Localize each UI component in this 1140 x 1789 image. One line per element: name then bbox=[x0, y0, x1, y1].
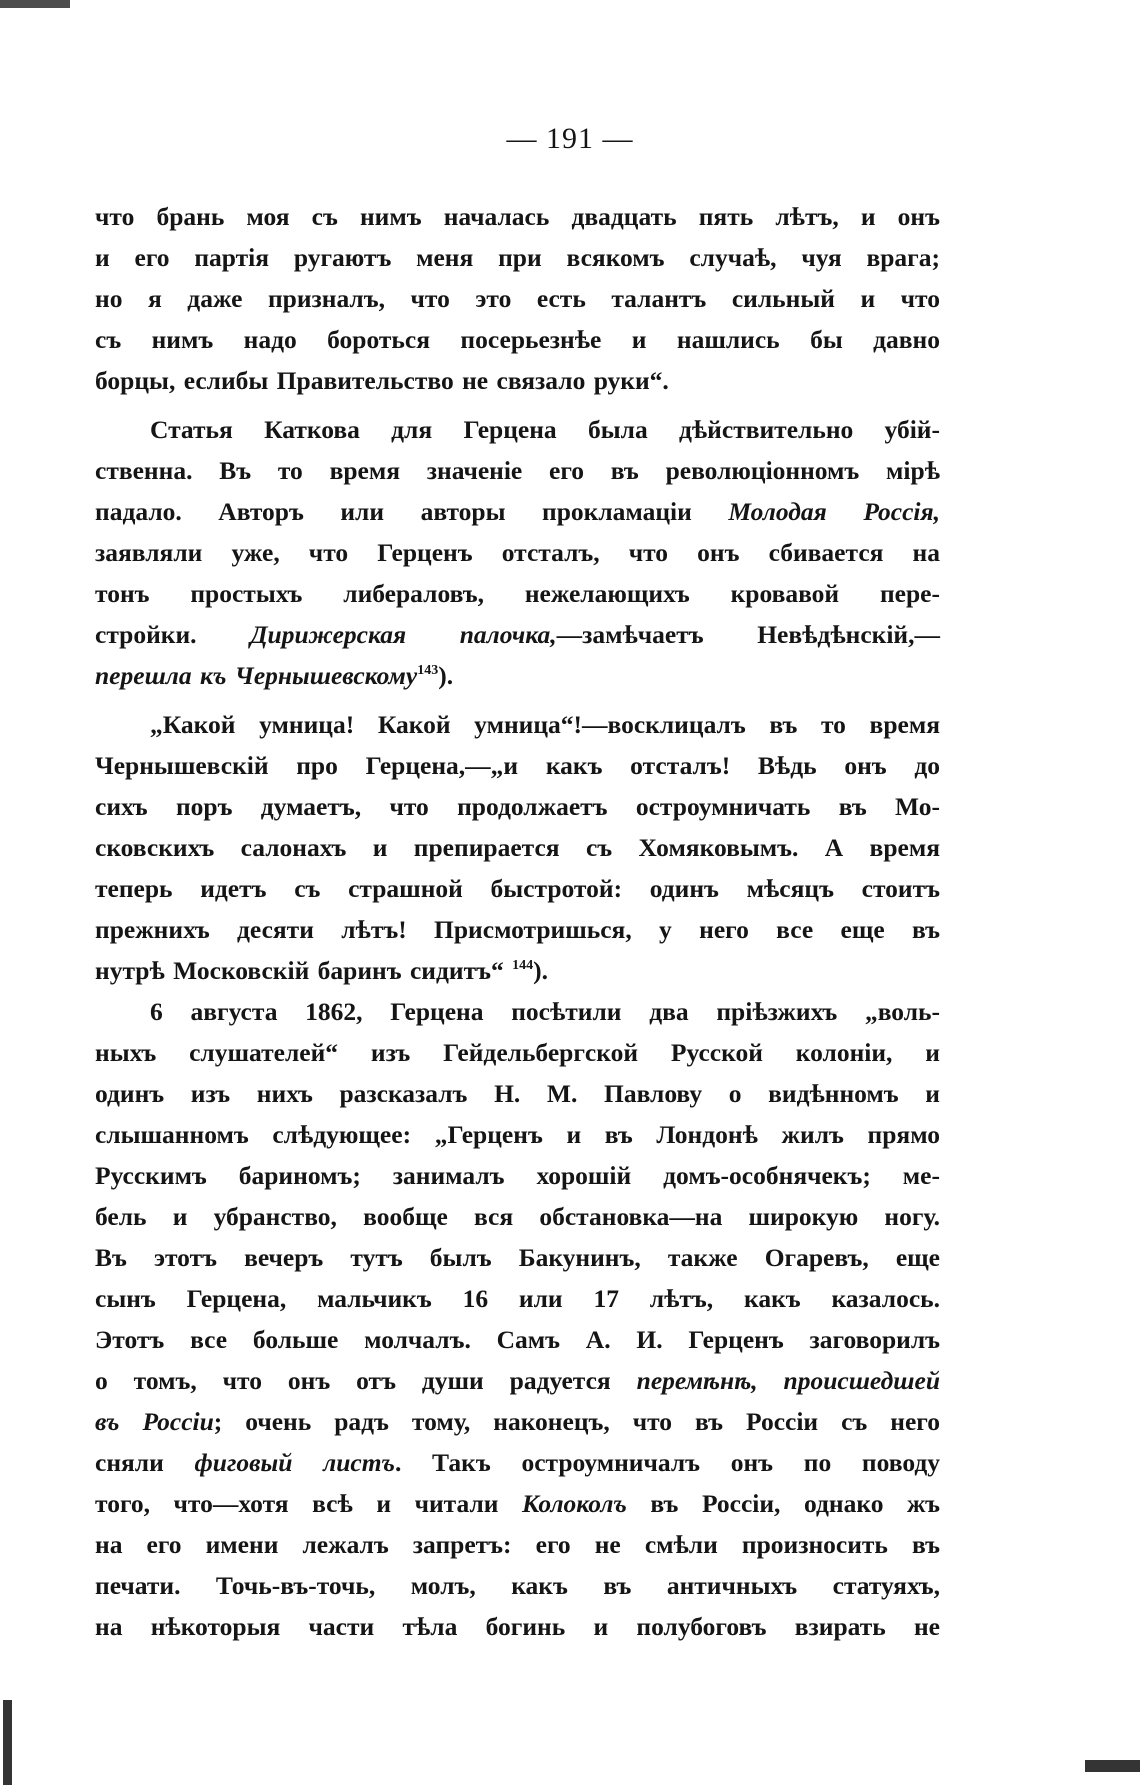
text-line bbox=[95, 532, 940, 573]
text-line bbox=[95, 450, 940, 491]
text-line bbox=[95, 237, 940, 278]
italic-text: Дирижерская палочка, bbox=[250, 620, 557, 649]
scan-smudge-top-left bbox=[0, 0, 70, 8]
scan-smudge-bottom-right bbox=[1085, 1760, 1140, 1772]
line-text: теперь идетъ съ страшной быстротой: одинъ мѣсяцъ стоитъ bbox=[95, 874, 940, 903]
text-line bbox=[95, 909, 940, 950]
line-text: но я даже призналъ, что это есть талантъ сильный и что bbox=[95, 284, 940, 313]
text-line bbox=[95, 1196, 940, 1237]
text-line bbox=[95, 1606, 940, 1647]
line-text: Чернышевскій про Герцена,—„и какъ отсталъ! Вѣдь онъ до bbox=[95, 751, 940, 780]
line-text: тонъ простыхъ либераловъ, нежелающихъ кровавой пере- bbox=[95, 579, 940, 608]
text-line bbox=[95, 1114, 940, 1155]
line-text: ныхъ слушателей“ изъ Гейдельбергской Русской колоніи, и bbox=[95, 1038, 940, 1067]
text-line bbox=[95, 1565, 940, 1606]
text-line bbox=[95, 655, 940, 696]
line-text: сихъ поръ думаетъ, что продолжаетъ остроумничать въ Мо- bbox=[95, 792, 940, 821]
text-line bbox=[95, 1278, 940, 1319]
line-text: ; очень радъ тому, наконецъ, что въ Россіи съ него bbox=[213, 1407, 940, 1436]
text-line bbox=[95, 573, 940, 614]
line-text: одинъ изъ нихъ разсказалъ Н. М. Павлову о видѣнномъ и bbox=[95, 1079, 940, 1108]
line-text: въ Россіи, однако жъ bbox=[626, 1489, 941, 1518]
line-text: Русскимъ бариномъ; занималъ хорошій домъ-особнячекъ; ме- bbox=[95, 1161, 940, 1190]
text-line bbox=[95, 278, 940, 319]
line-text: того, что—хотя всѣ и читали bbox=[95, 1489, 522, 1518]
page-number: — 191 — bbox=[506, 122, 634, 155]
italic-text: фиговый листъ bbox=[194, 1448, 395, 1477]
text-line bbox=[95, 1237, 940, 1278]
text-line bbox=[95, 196, 940, 237]
line-text: и его партія ругаютъ меня при всякомъ случаѣ, чуя врага; bbox=[95, 243, 940, 272]
line-text: ственна. Въ то время значеніе его въ революціонномъ мірѣ bbox=[95, 456, 940, 485]
text-line bbox=[95, 614, 940, 655]
italic-text: перешла къ Чернышевскому bbox=[95, 661, 418, 690]
text-line bbox=[95, 1401, 940, 1442]
body-text bbox=[95, 196, 940, 1647]
text-line bbox=[95, 1155, 940, 1196]
line-text: прежнихъ десяти лѣтъ! Присмотришься, у него все еще въ bbox=[95, 915, 940, 944]
italic-text: Колоколъ bbox=[522, 1489, 627, 1518]
line-text: сковскихъ салонахъ и препирается съ Хомяковымъ. А время bbox=[95, 833, 940, 862]
line-text: заявляли уже, что Герценъ отсталъ, что онъ сбивается на bbox=[95, 538, 940, 567]
text-line bbox=[95, 1319, 940, 1360]
text-line bbox=[95, 704, 940, 745]
scan-smudge-bottom-left bbox=[3, 1700, 12, 1785]
text-line bbox=[95, 1073, 940, 1114]
text-line bbox=[95, 491, 940, 532]
line-text: стройки. bbox=[95, 620, 251, 649]
line-text: —замѣчаетъ Невѣдѣнскій,— bbox=[556, 620, 940, 649]
line-text: что брань моя съ нимъ началась двадцать пять лѣтъ, и онъ bbox=[95, 202, 940, 231]
line-text: . Такъ остроумничалъ онъ по поводу bbox=[394, 1448, 940, 1477]
line-text: Статья Каткова для Герцена была дѣйствительно убій- bbox=[150, 415, 940, 444]
line-text: о томъ, что онъ отъ души радуется bbox=[95, 1366, 637, 1395]
text-line bbox=[95, 950, 940, 991]
text-line bbox=[95, 1483, 940, 1524]
text-line bbox=[95, 1442, 940, 1483]
italic-text: перемѣнѣ, происшедшей bbox=[636, 1366, 941, 1395]
text-line bbox=[95, 1524, 940, 1565]
line-text: Въ этотъ вечеръ тутъ былъ Бакунинъ, также Огаревъ, еще bbox=[95, 1243, 940, 1272]
line-text: падало. Авторъ или авторы прокламаціи bbox=[95, 497, 729, 526]
text-line bbox=[95, 1360, 940, 1401]
footnote-ref: 143 bbox=[417, 663, 439, 678]
text-line bbox=[95, 745, 940, 786]
italic-text: Молодая Россія, bbox=[728, 497, 940, 526]
line-text: бель и убранство, вообще вся обстановка—на широкую ногу. bbox=[95, 1202, 940, 1231]
line-text: ). bbox=[438, 661, 454, 690]
line-text: на нѣкоторыя части тѣла богинь и полубоговъ взирать не bbox=[95, 1612, 940, 1641]
line-text: на его имени лежалъ запретъ: его не смѣли произносить въ bbox=[95, 1530, 940, 1559]
line-text: печати. Точь-въ-точь, молъ, какъ въ античныхъ статуяхъ, bbox=[95, 1571, 940, 1600]
text-line bbox=[95, 827, 940, 868]
line-text: съ нимъ надо бороться посерьезнѣе и нашлись бы давно bbox=[95, 325, 940, 354]
text-line bbox=[95, 360, 940, 401]
text-line bbox=[95, 786, 940, 827]
text-line bbox=[95, 868, 940, 909]
line-text: слышанномъ слѣдующее: „Герценъ и въ Лондонѣ жилъ прямо bbox=[95, 1120, 940, 1149]
italic-text: въ Россіи bbox=[95, 1407, 214, 1436]
text-line bbox=[95, 1032, 940, 1073]
line-text: сняли bbox=[95, 1448, 195, 1477]
footnote-ref: 144 bbox=[512, 958, 534, 973]
line-text: нутрѣ Московскій баринъ сидитъ“ bbox=[95, 956, 513, 985]
line-text: сынъ Герцена, мальчикъ 16 или 17 лѣтъ, какъ казалось. bbox=[95, 1284, 940, 1313]
line-text: борцы, еслибы Правительство не связало руки“. bbox=[95, 366, 669, 395]
line-text: Этотъ все больше молчалъ. Самъ А. И. Герценъ заговорилъ bbox=[95, 1325, 940, 1354]
line-text: ). bbox=[533, 956, 548, 985]
text-line bbox=[95, 991, 940, 1032]
text-line bbox=[95, 319, 940, 360]
line-text: 6 августа 1862, Герцена посѣтили два пріѣзжихъ „воль- bbox=[150, 997, 940, 1026]
text-line bbox=[95, 409, 940, 450]
line-text: „Какой умница! Какой умница“!—восклицалъ въ то время bbox=[150, 710, 940, 739]
